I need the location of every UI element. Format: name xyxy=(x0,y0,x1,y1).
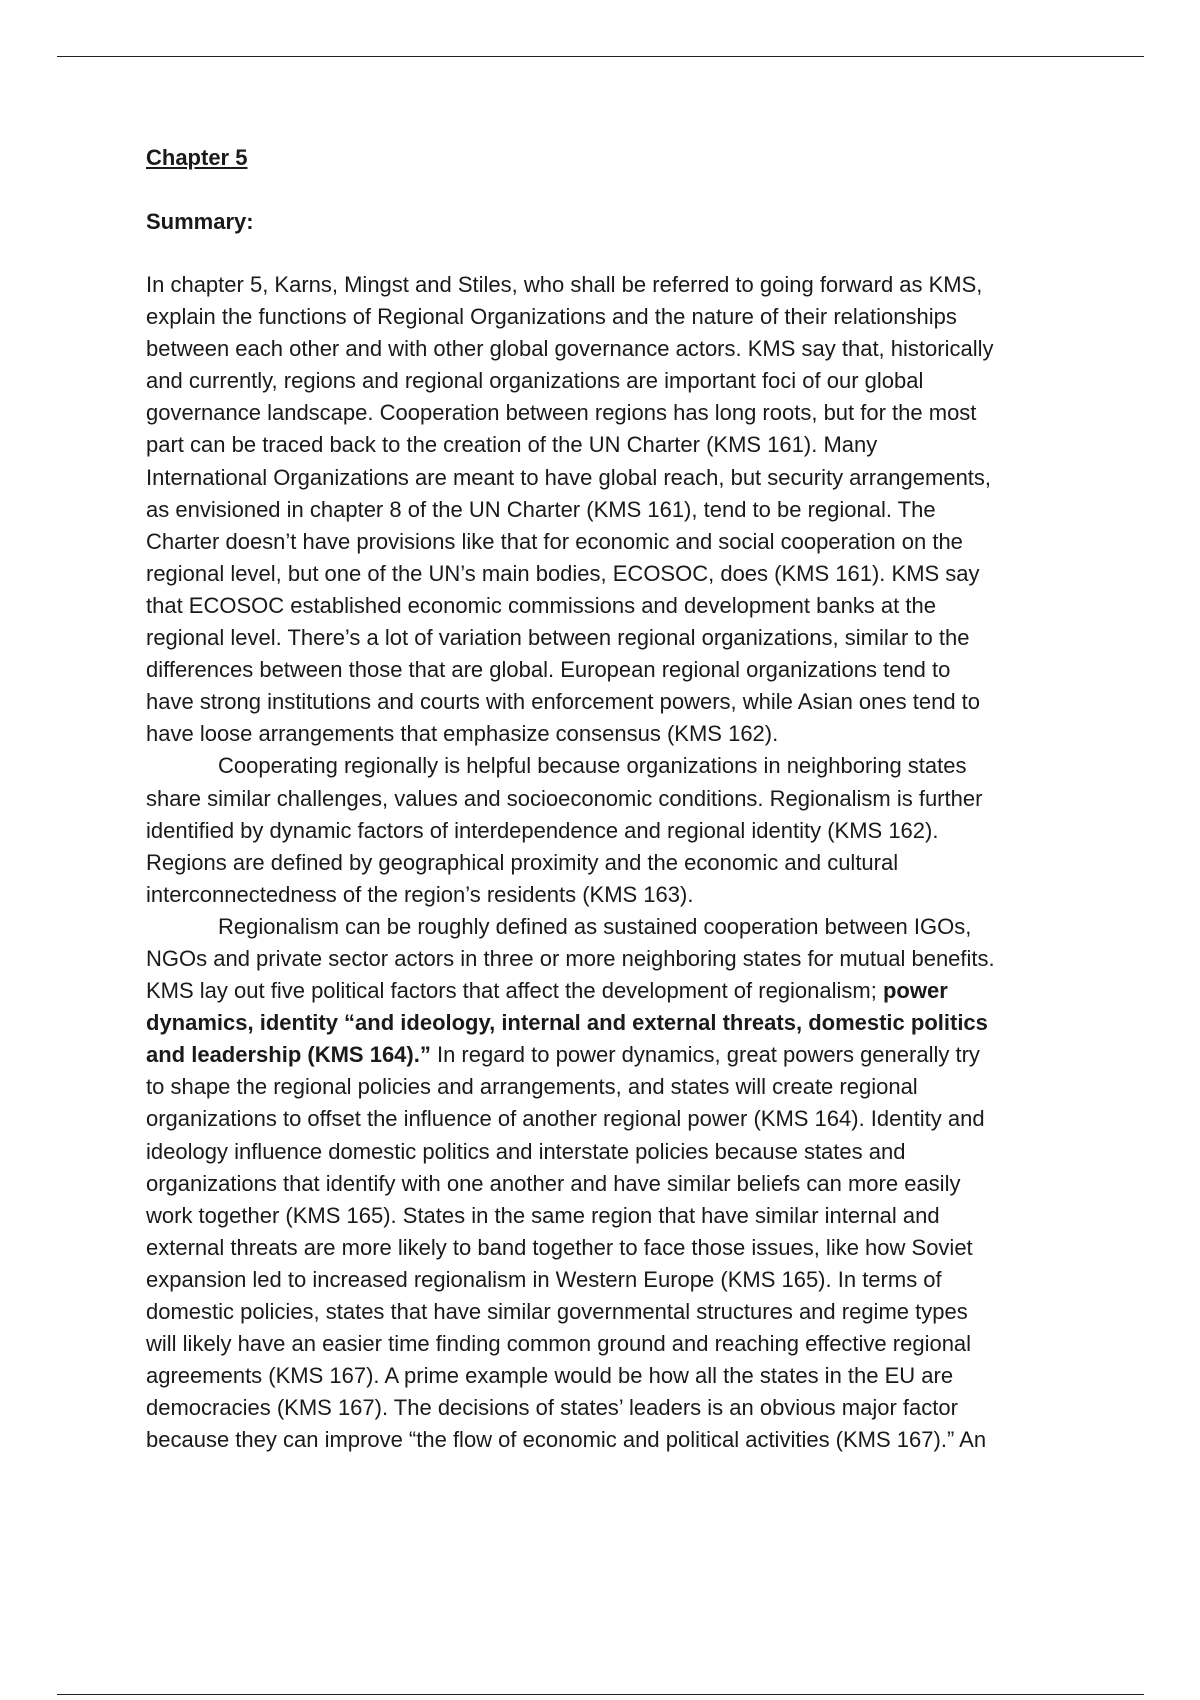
text-line: share similar challenges, values and socioeconomic conditions. Regionalism is further xyxy=(146,785,983,811)
text-line: identified by dynamic factors of interdependence and regional identity (KMS 162). xyxy=(146,817,939,843)
text-line: Charter doesn’t have provisions like that for economic and social cooperation on the xyxy=(146,528,963,554)
bold-text-segment: and leadership (KMS 164).” xyxy=(146,1042,431,1068)
paragraph-start-line: Cooperating regionally is helpful because organizations in neighboring states xyxy=(218,753,967,779)
mixed-text-line xyxy=(146,975,1086,1007)
bottom-rule xyxy=(57,1694,1144,1695)
text-line: to shape the regional policies and arrangements, and states will create regional xyxy=(146,1074,918,1100)
paragraph-start-line: Regionalism can be roughly defined as sustained cooperation between IGOs, xyxy=(218,913,972,939)
text-line: International Organizations are meant to have global reach, but security arrangements, xyxy=(146,464,992,490)
text-line: In chapter 5, Karns, Mingst and Stiles, who shall be referred to going forward as KMS, xyxy=(146,272,983,297)
text-line: will likely have an easier time finding common ground and reaching effective regional xyxy=(146,1331,972,1357)
bold-text-line: dynamics, identity “and ideology, internal and external threats, domestic politics xyxy=(146,1010,988,1036)
text-line: work together (KMS 165). States in the same region that have similar internal and xyxy=(146,1202,940,1228)
text-line: ideology influence domestic politics and interstate policies because states and xyxy=(146,1138,906,1164)
mixed-text-line xyxy=(146,1039,1086,1071)
text-segment: KMS lay out five political factors that affect the development of regionalism; xyxy=(146,978,883,1004)
text-line: part can be traced back to the creation of the UN Charter (KMS 161). Many xyxy=(146,432,878,458)
text-line: domestic policies, states that have similar governmental structures and regime types xyxy=(146,1299,968,1324)
top-rule xyxy=(57,56,1144,57)
document-page xyxy=(146,142,1086,1456)
summary-body xyxy=(146,269,1086,1456)
text-line: organizations that identify with one another and have similar beliefs can more easily xyxy=(146,1170,961,1196)
text-line: interconnectedness of the region’s residents (KMS 163). xyxy=(146,881,694,907)
text-line: agreements (KMS 167). A prime example would be how all the states in the EU are xyxy=(146,1363,954,1389)
summary-heading: Summary: xyxy=(146,209,254,234)
text-line: have loose arrangements that emphasize consensus (KMS 162). xyxy=(146,721,779,747)
text-line: expansion led to increased regionalism in Western Europe (KMS 165). In terms of xyxy=(146,1266,942,1292)
text-line: governance landscape. Cooperation between regions has long roots, but for the most xyxy=(146,400,977,426)
text-line: explain the functions of Regional Organizations and the nature of their relationships xyxy=(146,304,957,330)
text-line: Regions are defined by geographical proximity and the economic and cultural xyxy=(146,849,899,875)
text-line: organizations to offset the influence of another regional power (KMS 164). Identity and xyxy=(146,1106,985,1132)
text-line: between each other and with other global governance actors. KMS say that, historically xyxy=(146,336,994,362)
chapter-title: Chapter 5 xyxy=(146,145,248,170)
text-line: have strong institutions and courts with enforcement powers, while Asian ones tend to xyxy=(146,689,981,715)
text-line: because they can improve “the flow of economic and political activities (KMS 167).” An xyxy=(146,1427,987,1453)
text-line: regional level, but one of the UN’s main bodies, ECOSOC, does (KMS 161). KMS say xyxy=(146,560,980,586)
text-line: as envisioned in chapter 8 of the UN Charter (KMS 161), tend to be regional. The xyxy=(146,496,936,522)
text-line: and currently, regions and regional organizations are important foci of our global xyxy=(146,368,924,394)
text-line: democracies (KMS 167). The decisions of states’ leaders is an obvious major factor xyxy=(146,1395,958,1421)
text-line: external threats are more likely to band together to face those issues, like how Soviet xyxy=(146,1234,973,1260)
text-line: that ECOSOC established economic commissions and development banks at the xyxy=(146,592,936,618)
text-line: NGOs and private sector actors in three or more neighboring states for mutual benefits. xyxy=(146,945,995,971)
text-segment: In regard to power dynamics, great powers generally try xyxy=(430,1042,980,1068)
text-line: differences between those that are global. European regional organizations tend to xyxy=(146,657,951,683)
bold-text-segment: power xyxy=(882,978,948,1004)
text-line: regional level. There’s a lot of variation between regional organizations, similar to the xyxy=(146,625,970,651)
